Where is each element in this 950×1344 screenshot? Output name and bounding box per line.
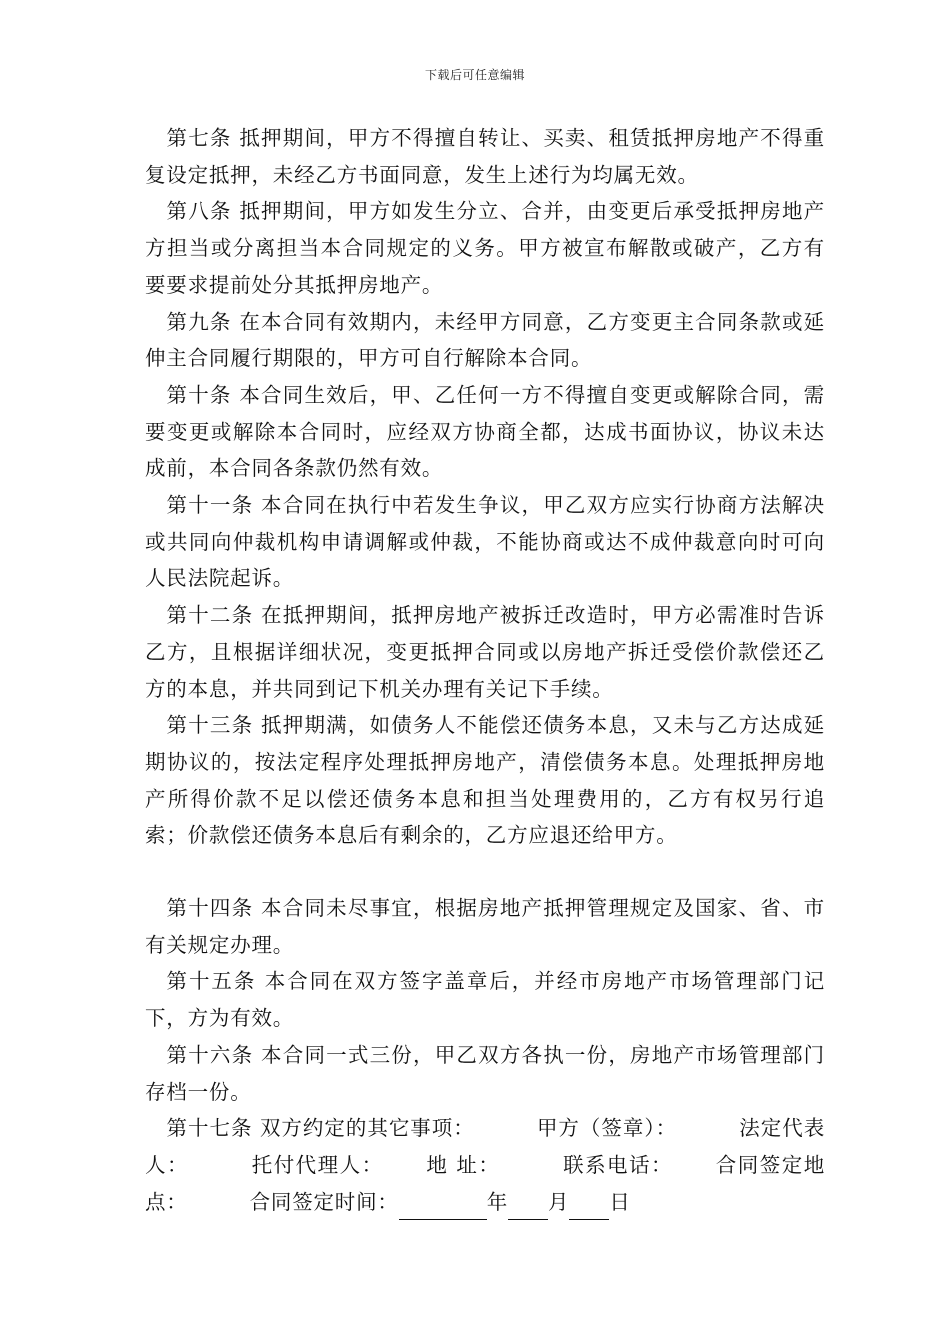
contract-body [145,120,825,1220]
phone-label: 联系电话： [562,1152,674,1177]
agent-label: 托付代理人： [251,1152,384,1177]
time-label: 合同签定时间： [249,1189,399,1214]
paragraph-gap [145,854,825,890]
party-a-signature-label: 甲方（签章）： [536,1116,678,1141]
clause-14: 第十四条 本合同未尽事宜，根据房地产抵押管理规定及国家、省、市有关规定办理。 [145,896,825,957]
clause-17 [145,1110,825,1220]
page-header: 下载后可任意编辑 [424,68,525,82]
place-label: 合同签定地点： [145,1152,826,1214]
clause-9: 第九条 在本合同有效期内，未经甲方同意，乙方变更主合同条款或延伸主合同履行期限的，甲方可自行解除本合同。 [145,309,825,371]
clause-7: 第七条 抵押期间，甲方不得擅自转让、买卖、租赁抵押房地产不得重复设定抵押，未经乙方书面同意，发生上述行为均属无效。 [145,126,825,187]
month-label: 月 [548,1189,570,1214]
address-label: 地 址： [425,1152,501,1177]
clause-8: 第八条 抵押期间，甲方如发生分立、合并，由变更后承受抵押房地产方担当或分离担当本合同规定的义务。甲方被宣布解散或破产，乙方有要要求提前处分其抵押房地产。 [145,199,825,297]
clause-13: 第十三条 抵押期满，如债务人不能偿还债务本息，又未与乙方达成延期协议的，按法定程序处理抵押房地产，清偿债务本息。处理抵押房地产所得价款不足以偿还债务本息和担当处理费用的，乙方有权另行追索；价款偿还债务本息后有剩余的，乙方应退还给甲方。 [145,713,825,848]
day-label: 日 [609,1189,631,1214]
clause-12: 第十二条 在抵押期间，抵押房地产被拆迁改造时，甲方必需准时告诉乙方，且根据详细状况，变更抵押合同或以房地产拆迁受偿价款偿还乙方的本息，并共同到记下机关办理有关记下手续。 [145,603,825,701]
clause-16: 第十六条 本合同一式三份，甲乙双方各执一份，房地产市场管理部门存档一份。 [145,1042,825,1104]
clause-10: 第十条 本合同生效后，甲、乙任何一方不得擅自变更或解除合同，需要变更或解除本合同时，应经双方协商全都，达成书面协议，协议未达成前，本合同各条款仍然有效。 [145,382,825,481]
clause-17-lead: 第十七条 双方约定的其它事项： [166,1116,475,1141]
legal-rep-label: 法定代表人： [145,1116,826,1177]
day-blank[interactable] [569,1197,609,1221]
clause-15: 第十五条 本合同在双方签字盖章后，并经市房地产市场管理部门记下，方为有效。 [145,969,825,1031]
year-label: 年 [486,1189,509,1214]
month-blank[interactable] [508,1197,548,1221]
year-blank[interactable] [399,1197,487,1221]
clause-11: 第十一条 本合同在执行中若发生争议，甲乙双方应实行协商方法解决或共同向仲裁机构申请调解或仲裁，不能协商或达不成仲裁意向时可向人民法院起诉。 [145,493,825,591]
